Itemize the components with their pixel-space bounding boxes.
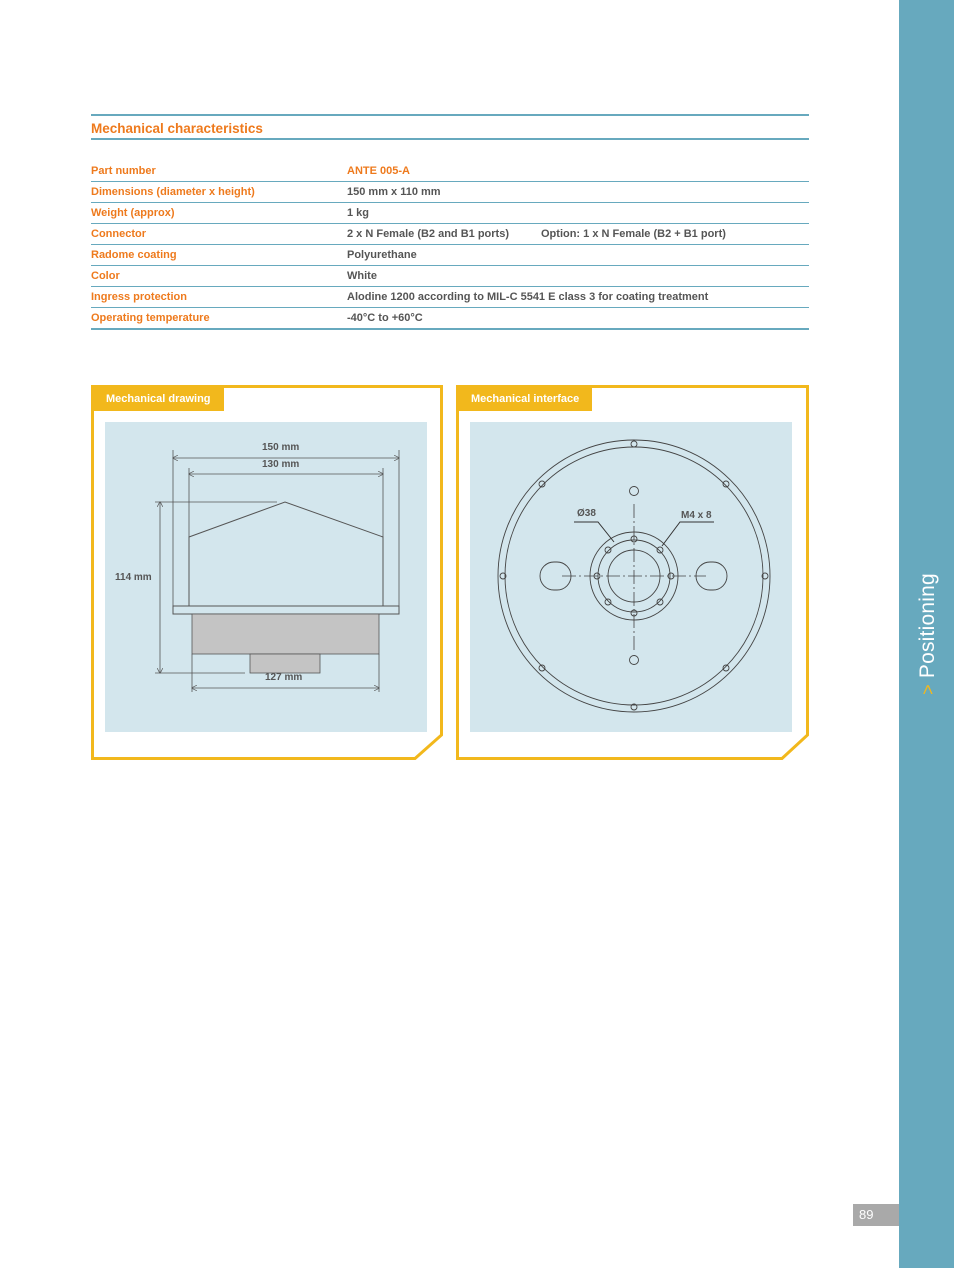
panel-tab-title: Mechanical drawing — [93, 387, 224, 411]
spec-value: 2 x N Female (B2 and B1 ports) — [347, 228, 509, 240]
spec-label: Part number — [91, 165, 156, 177]
section-title: Mechanical characteristics — [91, 121, 263, 136]
spec-value: 1 kg — [347, 207, 370, 219]
spec-label: Connector — [91, 228, 146, 240]
spec-value: 150 mm x 110 mm — [347, 186, 441, 198]
spec-value: Polyurethane — [347, 249, 417, 261]
mounting-interface-drawing — [470, 422, 792, 732]
sidebar-label-text: Positioning — [916, 573, 939, 679]
dim-114-label: 114 mm — [115, 572, 152, 583]
mechanical-interface-panel — [456, 385, 808, 760]
spec-option: Option: 1 x N Female (B2 + B1 port) — [541, 228, 726, 240]
interface-area — [470, 422, 792, 732]
dim-127-label: 127 mm — [265, 672, 303, 683]
spec-row-color — [91, 266, 809, 287]
section-header — [91, 114, 809, 140]
spec-row-operating-temperature — [91, 308, 809, 330]
sidebar-section-label — [916, 573, 940, 695]
spec-value: White — [347, 270, 377, 282]
spec-value: -40°C to +60°C — [347, 312, 423, 324]
dim-130-label: 130 mm — [262, 459, 300, 470]
spec-label: Dimensions (diameter x height) — [91, 186, 255, 198]
panel-tab-title: Mechanical interface — [458, 387, 592, 411]
mechanical-drawing-panel — [91, 385, 443, 760]
chevron-right-icon: > — [918, 684, 938, 695]
spec-row-weight — [91, 203, 809, 224]
spec-row-connector — [91, 224, 809, 245]
page-number: 89 — [853, 1204, 899, 1226]
dim-150-label: 150 mm — [262, 442, 300, 453]
spec-label: Color — [91, 270, 120, 282]
diameter-38-label: Ø38 — [577, 508, 596, 519]
m4-screw-label: M4 x 8 — [681, 510, 712, 521]
drawing-area — [105, 422, 427, 732]
spec-value: ANTE 005-A — [347, 165, 410, 177]
spec-label: Weight (approx) — [91, 207, 175, 219]
spec-row-radome-coating — [91, 245, 809, 266]
spec-label: Operating temperature — [91, 312, 210, 324]
spec-row-part-number — [91, 161, 809, 182]
spec-table — [91, 161, 809, 330]
spec-value: Alodine 1200 according to MIL-C 5541 E class 3 for coating treatment — [347, 291, 709, 303]
spec-row-dimensions — [91, 182, 809, 203]
spec-label: Radome coating — [91, 249, 177, 261]
spec-row-ingress-protection — [91, 287, 809, 308]
spec-label: Ingress protection — [91, 291, 187, 303]
